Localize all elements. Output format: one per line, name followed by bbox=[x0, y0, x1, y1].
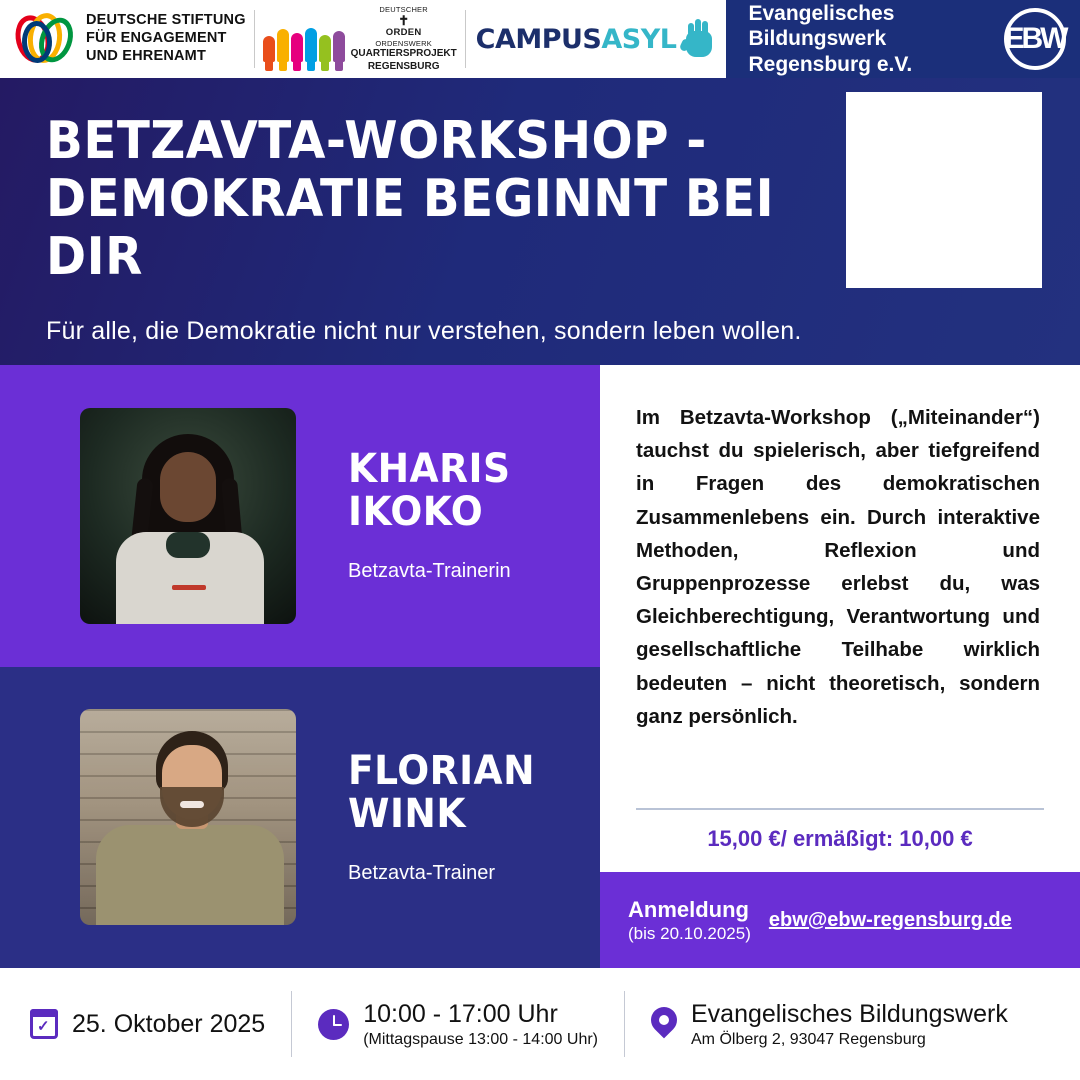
price-block bbox=[600, 802, 1080, 872]
hero-subtitle: Für alle, die Demokratie nicht nur verstehen, sondern leben wollen. bbox=[46, 316, 802, 345]
speaker-2-name bbox=[348, 747, 536, 837]
price-text: 15,00 €/ ermäßigt: 10,00 € bbox=[707, 826, 973, 851]
speaker-1-lastname: IKOKO bbox=[348, 489, 484, 536]
project-line-2: REGENSBURG bbox=[367, 60, 440, 72]
speaker-card-2 bbox=[0, 667, 600, 969]
time-text: 10:00 - 17:00 Uhr bbox=[363, 999, 558, 1028]
order-line-1: DEUTSCHER bbox=[379, 4, 428, 14]
speaker-2-firstname: FLORIAN bbox=[348, 747, 536, 794]
clock-icon bbox=[318, 1009, 349, 1040]
details-column bbox=[600, 365, 1080, 968]
ebw-logo-text bbox=[748, 1, 1004, 77]
location-pin-icon bbox=[651, 1007, 677, 1041]
signup-title: Anmeldung bbox=[628, 896, 749, 922]
speaker-1-role: Betzavta-Trainerin bbox=[348, 560, 511, 583]
portrait-florian-wink bbox=[80, 709, 296, 925]
campusasyl-logo bbox=[466, 0, 727, 78]
venue-text: Evangelisches Bildungswerk bbox=[691, 999, 1008, 1028]
hero-section bbox=[0, 78, 1080, 365]
signup-bar bbox=[600, 872, 1080, 968]
footer-time bbox=[292, 1000, 624, 1049]
calendar-icon bbox=[30, 1009, 58, 1039]
partner-logo-bar bbox=[0, 0, 1080, 78]
ebw-monogram-icon: EBW bbox=[1004, 8, 1066, 70]
footer-info-bar bbox=[0, 968, 1080, 1080]
order-line-3: ORDENSWERK bbox=[375, 38, 432, 48]
dsee-logo-text bbox=[86, 12, 246, 65]
campus-wordmark bbox=[475, 23, 677, 55]
time-note: (Mittagspause 13:00 - 14:00 Uhr) bbox=[363, 1030, 598, 1048]
portrait-kharis-ikoko bbox=[80, 408, 296, 624]
speaker-1-firstname: KHARIS bbox=[348, 446, 511, 493]
workshop-description: Im Betzavta-Workshop („Miteinander“) tauchst du spielerisch, aber tiefgreifend in Fragen des demokratischen Zusammenlebens ein. Durch interaktive Methoden, Reflexion und Gruppenprozesse erlebst du, was Gleichberechtigung, Verantwortung und gesellschaftliche Teilhabe wirklich bedeuten – nicht theoretisch, sondern ganz persönlich. bbox=[636, 406, 1040, 728]
signup-deadline: (bis 20.10.2025) bbox=[628, 924, 751, 944]
footer-date bbox=[24, 1009, 291, 1039]
cross-icon: ✝ bbox=[398, 13, 410, 29]
speaker-1-name bbox=[348, 448, 511, 534]
signup-email-link[interactable]: ebw@ebw-regensburg.de bbox=[768, 908, 1012, 931]
speakers-column bbox=[0, 365, 600, 968]
order-line-2: ORDEN bbox=[385, 27, 422, 39]
ebw-logo bbox=[726, 0, 1080, 78]
address-text: Am Ölberg 2, 93047 Regensburg bbox=[691, 1030, 926, 1048]
price-divider bbox=[636, 808, 1044, 810]
date-text: 25. Oktober 2025 bbox=[72, 1009, 266, 1038]
dsee-logo bbox=[0, 0, 254, 78]
quartiersprojekt-logo bbox=[255, 0, 465, 78]
ebw-line-1: Evangelisches Bildungswerk bbox=[748, 2, 895, 51]
project-line-1: QUARTIERSPROJEKT bbox=[350, 48, 457, 60]
dsee-rings-icon bbox=[14, 11, 76, 67]
qr-code[interactable] bbox=[846, 92, 1042, 288]
page-title: BETZAVTA-WORKSHOP - DEMOKRATIE BEGINNT BEI DIR bbox=[46, 111, 775, 288]
ebw-line-2: Regensburg e.V. bbox=[748, 52, 913, 76]
speaker-2-role: Betzavta-Trainer bbox=[348, 861, 496, 884]
speaker-2-lastname: WINK bbox=[348, 790, 466, 837]
dsee-line-3: UND EHRENAMT bbox=[86, 47, 207, 64]
footer-location bbox=[625, 1000, 1034, 1049]
dsee-line-2: FÜR ENGAGEMENT bbox=[86, 30, 227, 47]
campus-part-2: ASYL bbox=[601, 23, 677, 55]
hands-icon bbox=[263, 16, 345, 62]
dsee-line-1: DEUTSCHE STIFTUNG bbox=[86, 12, 246, 29]
quartier-logo-text bbox=[351, 5, 457, 74]
campus-part-1: CAMPUS bbox=[475, 23, 602, 55]
waving-hand-icon bbox=[682, 19, 716, 59]
speaker-card-1 bbox=[0, 365, 600, 667]
content-section bbox=[0, 365, 1080, 968]
